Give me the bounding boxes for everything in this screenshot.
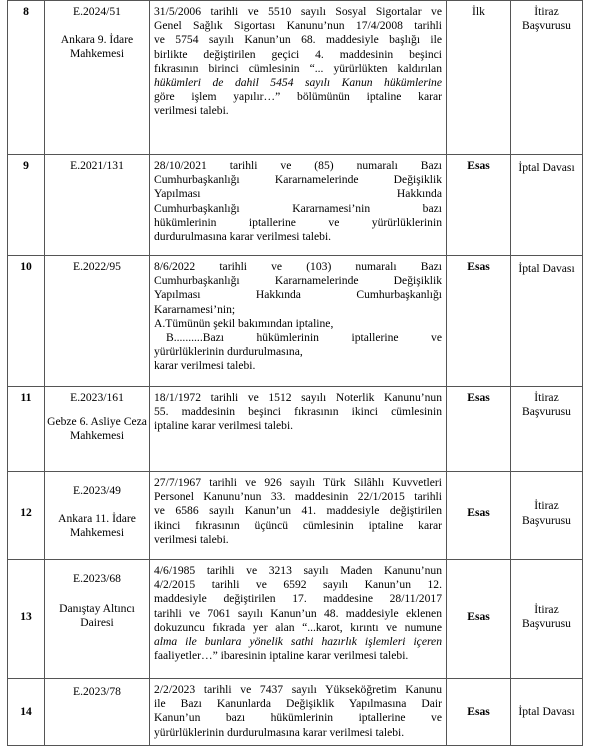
subject-line: 31/5/2006 tarihli ve 5510 sayılı Sosyal Sigortalar ve (154, 5, 442, 18)
row-number: 10 (7, 255, 44, 382)
docket-table (7, 0, 583, 746)
subject-line: birlikte değiştirilen geçici 4. maddesinin beşinci (154, 47, 442, 61)
subject-line: tarihli ve 7061 sayılı Kanun’un 48. maddesiyle eklenen (154, 606, 442, 620)
case-cell (44, 0, 149, 150)
case-number: E.2021/131 (70, 159, 124, 172)
case-cell (44, 559, 149, 674)
table-row (7, 255, 583, 382)
subject-line: hükümlerinin iptallerine ve yürürlüklerinin (154, 215, 442, 229)
case-number: E.2024/51 (73, 5, 121, 18)
row-number: 9 (7, 154, 44, 251)
row-number: 8 (7, 0, 44, 150)
case-kind: İtiraz Başvurusu (510, 386, 583, 467)
case-kind (510, 255, 583, 382)
case-type: Esas (446, 255, 510, 382)
table-row (7, 471, 583, 555)
case-number: E.2023/49 (73, 484, 121, 497)
case-kind: İptal Davası (510, 678, 583, 746)
subject-line: ikinci fıkrasının üçüncü cümlesinin iptaline karar (154, 518, 442, 532)
subject-line: 55. maddesinin beşinci fıkrasının ikinci cümlesinin (154, 405, 442, 419)
case-number: E.2023/68 (73, 572, 121, 585)
subject-line: 4/2/2015 tarihli ve 6592 sayılı Kanun’un 12. (154, 578, 442, 592)
subject-line: yürürlüklerinin durdurulmasına karar verilmesi talebi. (154, 725, 405, 739)
subject-line: hükümleri de dahil 5454 sayılı Kanun hükümlerine (154, 76, 442, 90)
case-type: Esas (446, 471, 510, 555)
subject-line: Kanun’un bazı hükümlerinin iptallerine ve (154, 711, 442, 725)
court-name: Ankara 11. İdare Mahkemesi (58, 512, 136, 540)
case-number: E.2023/78 (73, 685, 121, 698)
table-row (7, 559, 583, 674)
subject-line: B..........Bazı hükümlerinin iptallerine ve (166, 331, 442, 345)
table-row (7, 0, 583, 150)
subject-line: iptaline karar verilmesi talebi. (154, 419, 294, 433)
subject-line: 4/6/1985 tarihli ve 3213 sayılı Maden Kanunu’nun (154, 564, 442, 577)
subject-line: 2/2/2023 tarihli ve 7437 sayılı Yükseköğretim Kanunu (154, 683, 442, 696)
subject-line: durdurulmasına karar verilmesi talebi. (154, 230, 332, 244)
subject-line: Cumhurbaşkanlığı Kararnamelerinde Değişiklik (154, 173, 442, 187)
case-cell (44, 154, 149, 251)
subject-line: Cumhurbaşkanlığı Kararnamesi’nin bazı (154, 201, 442, 215)
case-kind-text: İptal Davası (518, 161, 575, 174)
subject-line: 18/1/1972 tarihli ve 1512 sayılı Noterlik Kanunu’nun (154, 391, 442, 404)
subject-cell (149, 386, 446, 467)
docket-page (7, 0, 583, 746)
case-kind-text: İptal Davası (518, 262, 575, 275)
subject-cell (149, 0, 446, 150)
subject-line: faaliyetler…” ibaresinin iptaline karar verilmesi talebi. (154, 649, 409, 663)
subject-line: alma ile bunlara yönelik sathi hazırlık işlemleri içeren (154, 635, 442, 649)
subject-line: verilmesi talebi. (154, 532, 229, 546)
subject-line: Cumhurbaşkanlığı Kararnamelerinde Değişiklik (154, 274, 442, 288)
subject-line: verilmesi talebi. (154, 104, 229, 118)
row-number: 11 (7, 386, 44, 467)
subject-line: Yapılması Hakkında Cumhurbaşkanlığı (154, 288, 442, 302)
court-name: Ankara 9. İdare Mahkemesi (60, 33, 134, 61)
case-number: E.2023/161 (70, 391, 124, 404)
case-type: Esas (446, 154, 510, 251)
row-number: 12 (7, 471, 44, 555)
subject-line: maddesiyle değiştirilen 17. maddesine 28/11/2017 (154, 592, 442, 606)
case-cell (44, 471, 149, 555)
subject-line: Genel Sağlık Sigortası Kanunu’nun 17/4/2008 tarihli (154, 19, 442, 33)
subject-cell (149, 471, 446, 555)
subject-cell (149, 154, 446, 251)
subject-line: Kararnamesi’nin; (154, 302, 236, 316)
subject-line: A.Tümünün şekil bakımından iptaline, (154, 316, 334, 330)
case-kind: İtiraz Başvurusu (510, 0, 583, 150)
case-cell (44, 678, 149, 746)
case-cell (44, 386, 149, 467)
case-cell (44, 255, 149, 382)
subject-line: 27/7/1967 tarihli ve 926 sayılı Türk Silâhlı Kuvvetleri (154, 476, 442, 489)
subject-line: ve 6586 sayılı Kanun’un 41. maddesiyle değiştirilen (154, 504, 442, 518)
subject-line: dokuzuncu fıkrada yer alan “...karot, kırıntı ve numune (154, 620, 442, 634)
court-name: Danıştay Altıncı Dairesi (59, 602, 135, 630)
subject-line: ile Bazı Kanunlarda Değişiklik Yapılmasına Dair (154, 697, 442, 711)
case-type: Esas (446, 678, 510, 746)
table-row (7, 386, 583, 467)
subject-line: 8/6/2022 tarihli ve (103) numaralı Bazı (154, 260, 442, 273)
subject-cell (149, 255, 446, 382)
case-kind: İtiraz Başvurusu (510, 471, 583, 555)
case-type: Esas (446, 386, 510, 467)
subject-line: Yapılması Hakkında (154, 187, 442, 201)
case-number: E.2022/95 (73, 260, 121, 273)
row-number: 13 (7, 559, 44, 674)
table-row (7, 678, 583, 746)
subject-line: yürürlüklerinin durdurulmasına, (154, 345, 303, 359)
subject-line: ve 5754 sayılı Kanun’un 68. maddesiyle başlığı ile (154, 33, 442, 47)
subject-cell (149, 678, 446, 746)
subject-line: göre işlem yapılır…” bölümünün iptaline karar (154, 90, 442, 104)
subject-cell (149, 559, 446, 674)
case-type: Esas (446, 559, 510, 674)
case-kind: İtiraz Başvurusu (510, 559, 583, 674)
table-row (7, 154, 583, 251)
subject-line: Personel Kanunu’nun 33. maddesinin 22/1/2015 tarihli (154, 490, 442, 504)
subject-line: fıkrasının birinci cümlesinin “... yürürlükten kaldırılan (154, 61, 442, 75)
case-type: İlk (446, 0, 510, 150)
case-kind (510, 154, 583, 251)
subject-line: karar verilmesi talebi. (154, 359, 256, 373)
court-name: Gebze 6. Asliye Ceza Mahkemesi (47, 415, 147, 443)
subject-line: 28/10/2021 tarihli ve (85) numaralı Bazı (154, 159, 442, 172)
row-number: 14 (7, 678, 44, 746)
